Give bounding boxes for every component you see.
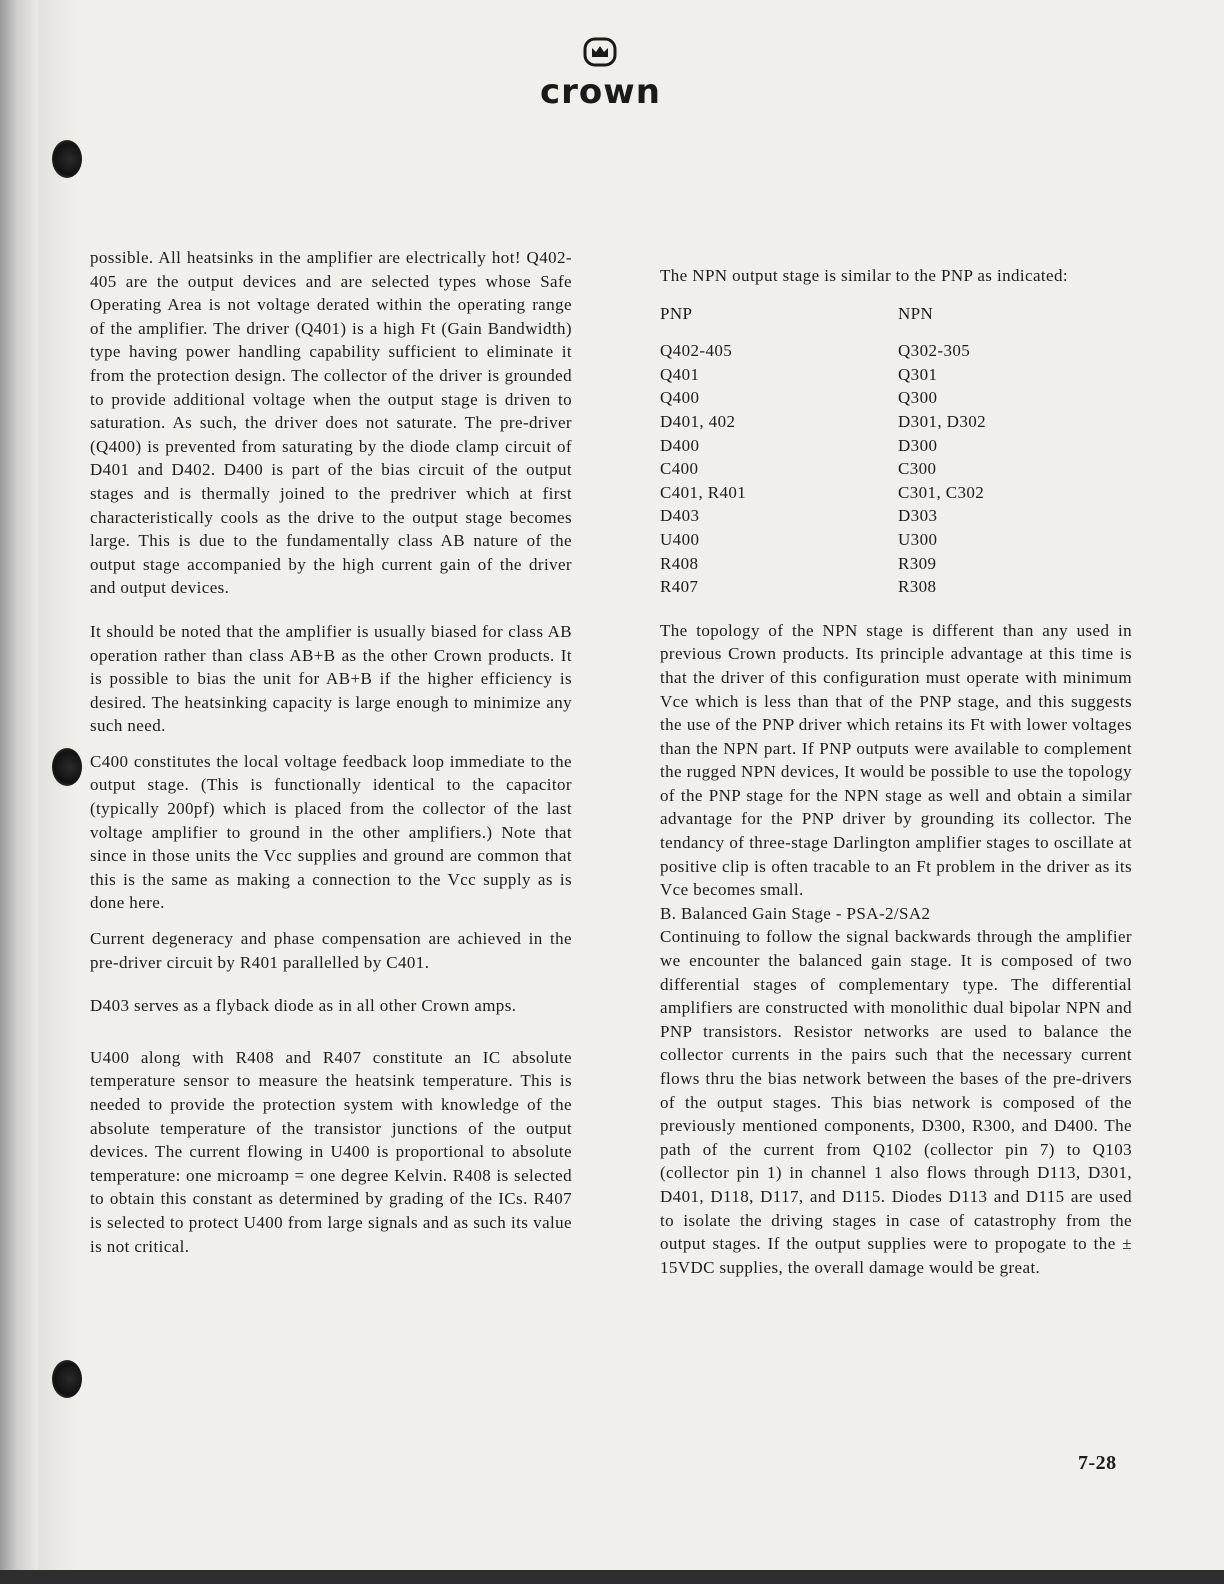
table-cell-pnp: D403	[660, 506, 700, 526]
table-cell-pnp: R408	[660, 553, 699, 573]
left-column	[90, 246, 572, 1258]
page-binding-edge	[0, 0, 38, 1584]
table-row	[660, 552, 1132, 576]
paragraph-degeneracy: Current degeneracy and phase compensation are achieved in the pre-driver circuit by R401 parallelled by C401.	[90, 929, 572, 972]
table-cell-pnp: C401, R401	[660, 482, 747, 502]
table-row	[660, 528, 1132, 552]
punch-hole	[52, 140, 82, 178]
table-row	[660, 434, 1132, 458]
paragraph-u400-sensor: U400 along with R408 and R407 constitute an IC absolute temperature sensor to measure the heatsink temperature. This is needed to provide the protection system with knowledge of the absolute temperature of the transistor junctions of the output devices. The current flowing in U400 is proportional to absolute temperature: one microamp = one degree Kelvin. R408 is selected to obtain this constant as determined by grading of the ICs. R407 is selected to protect U400 from large signals and as such its value is not critical.	[90, 1047, 572, 1256]
component-table-header	[660, 302, 1132, 326]
table-row	[660, 504, 1132, 528]
table-cell-pnp: R407	[660, 577, 699, 597]
component-table	[660, 339, 1132, 599]
paragraph-npn-topology: The topology of the NPN stage is different than any used in previous Crown products. Its principle advantage at this time is that the driver of this configuration must operate with minimum Vce which is less than that of the PNP stage, and this suggests the use of the PNP driver which retains its Ft with lower voltages than the NPN part. If PNP outputs were available to complement the rugged NPN devices, It would be possible to use the topology of the PNP stage for the NPN stage as well and obtain a similar advantage for the PNP driver by grounding its collector. The tendancy of three-stage Darlington amplifier stages to oscillate at positive clip is often tracable to an Ft problem in the driver as its Vce becomes small.	[660, 620, 1132, 900]
table-cell-npn: C301, C302	[898, 482, 985, 502]
crown-logo	[540, 36, 661, 112]
table-cell-npn: C300	[898, 459, 937, 479]
table-cell-pnp: Q402-405	[660, 341, 733, 361]
table-row	[660, 363, 1132, 387]
table-cell-npn: Q300	[898, 388, 938, 408]
section-heading: B. Balanced Gain Stage - PSA-2/SA2	[660, 903, 931, 923]
table-cell-pnp: C400	[660, 459, 699, 479]
table-row	[660, 386, 1132, 410]
punch-hole	[52, 1360, 82, 1398]
table-cell-npn: R308	[898, 577, 937, 597]
page-number: 7-28	[1078, 1452, 1117, 1474]
punch-hole	[52, 748, 82, 786]
table-row	[660, 339, 1132, 363]
column-header-npn: NPN	[898, 303, 934, 323]
table-row	[660, 410, 1132, 434]
table-cell-npn: D303	[898, 506, 938, 526]
paragraph-c400-feedback: C400 constitutes the local voltage feedback loop immediate to the output stage. (This is functionally identical to the capacitor (typically 200pf) which is placed from the collector of the last voltage amplifier to ground in the other amplifiers.) Note that since in those units the Vcc supplies and ground are common that this is the same as making a connection to the Vcc supply as is done here.	[90, 751, 572, 913]
column-header-pnp: PNP	[660, 303, 693, 323]
paragraph-class-ab-bias: It should be noted that the amplifier is usually biased for class AB operation rather than class AB+B as the other Crown products. It is possible to bias the unit for AB+B if the higher efficiency is desired. The heatsinking capacity is large enough to minimize any such need.	[90, 621, 572, 736]
table-cell-pnp: D401, 402	[660, 411, 736, 431]
table-cell-pnp: Q400	[660, 388, 700, 408]
table-cell-npn: D300	[898, 435, 938, 455]
right-column	[660, 264, 1132, 1279]
table-cell-pnp: D400	[660, 435, 700, 455]
table-cell-npn: Q301	[898, 364, 938, 384]
paragraph-output-devices: possible. All heatsinks in the amplifier are electrically hot! Q402-405 are the output devices and are selected types whose Safe Operating Area is not voltage derated within the operating range of the amplifier. The driver (Q401) is a high Ft (Gain Bandwidth) type having power handling capability sufficient to eliminate it from the protection design. The collector of the driver is grounded to provide additional voltage when the output stage is driven to saturation. As such, the driver does not saturate. The pre-driver (Q400) is prevented from saturating by the diode clamp circuit of D401 and D402. D400 is part of the bias circuit of the output stages and is thermally joined to the predriver which at first characteristically cools as the drive to the output stage becomes large. This is due to the fundamentally class AB nature of the output stage accompanied by the high current gain of the driver and output devices.	[90, 248, 572, 598]
page-shadow	[38, 0, 78, 1584]
table-row	[660, 457, 1132, 481]
table-cell-npn: D301, D302	[898, 411, 987, 431]
page-bottom-edge	[0, 1570, 1224, 1584]
table-row	[660, 575, 1132, 599]
table-row	[660, 481, 1132, 505]
table-cell-pnp: Q401	[660, 364, 700, 384]
table-cell-npn: R309	[898, 553, 937, 573]
brand-name: crown	[540, 72, 661, 112]
table-cell-npn: U300	[898, 529, 938, 549]
paragraph-d403-flyback: D403 serves as a flyback diode as in all other Crown amps.	[90, 996, 517, 1016]
crown-logo-icon	[582, 36, 618, 68]
paragraph-npn-intro: The NPN output stage is similar to the PNP as indicated:	[660, 266, 1069, 285]
table-cell-pnp: U400	[660, 529, 700, 549]
table-cell-npn: Q302-305	[898, 341, 971, 361]
paragraph-balanced-gain-stage: Continuing to follow the signal backwards through the amplifier we encounter the balanced gain stage. It is composed of two differential stages of complementary type. The differential amplifiers are constructed with monolithic dual bipolar NPN and PNP transistors. Resistor networks are used to balance the collector currents in the pairs such that the necessary current flows thru the bias network between the bases of the pre-drivers of the output stages. This bias network is composed of the previously mentioned components, D300, R300, and D400. The path of the current from Q102 (collector pin 7) to Q103 (collector pin 1) in channel 1 also flows through D113, D301, D401, D118, D117, and D115. Diodes D113 and D115 are used to isolate the driving stages in case of catastrophy from the output stages. If the output supplies were to propogate to the ± 15VDC supplies, the overall damage would be great.	[660, 927, 1132, 1277]
